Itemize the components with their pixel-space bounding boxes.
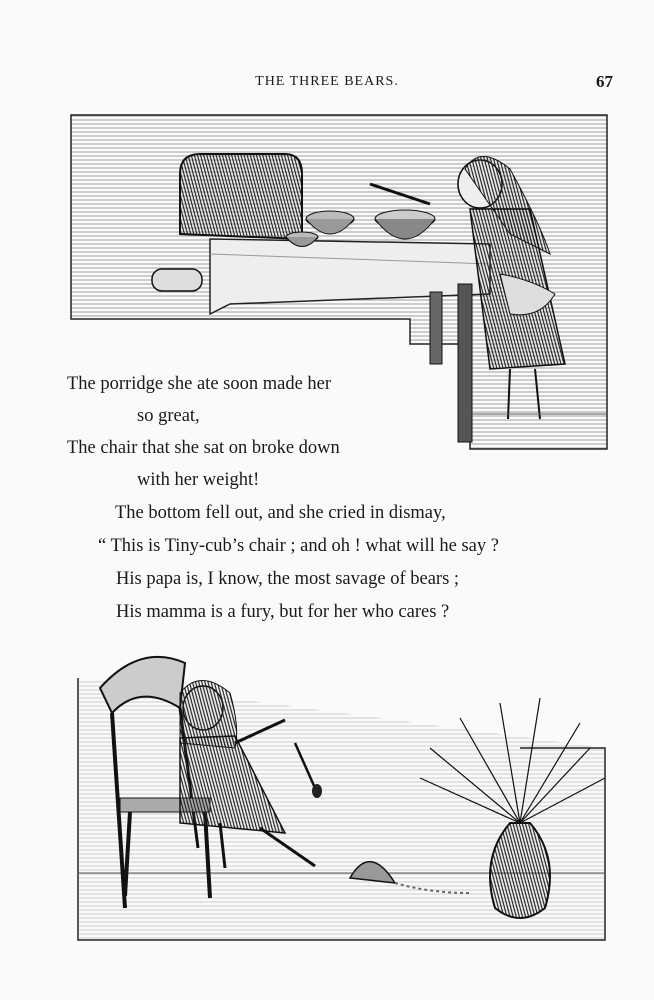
- poem-line: His mamma is a fury, but for her who cares ?: [116, 602, 450, 622]
- illustration-girl-falling: [70, 648, 612, 944]
- poem-line: “ This is Tiny-cub’s chair ; and oh ! what will he say ?: [98, 536, 499, 556]
- poem-line: so great,: [137, 406, 200, 426]
- page-number: 67: [596, 72, 613, 91]
- poem-line: The bottom fell out, and she cried in dismay,: [115, 503, 446, 523]
- poem-line: The porridge she ate soon made her: [67, 374, 332, 394]
- poem-line: with her weight!: [137, 470, 260, 490]
- running-title: THE THREE BEARS.: [255, 74, 399, 89]
- poem-line: His papa is, I know, the most savage of bears ;: [116, 569, 460, 589]
- poem-line: The chair that she sat on broke down: [67, 438, 340, 458]
